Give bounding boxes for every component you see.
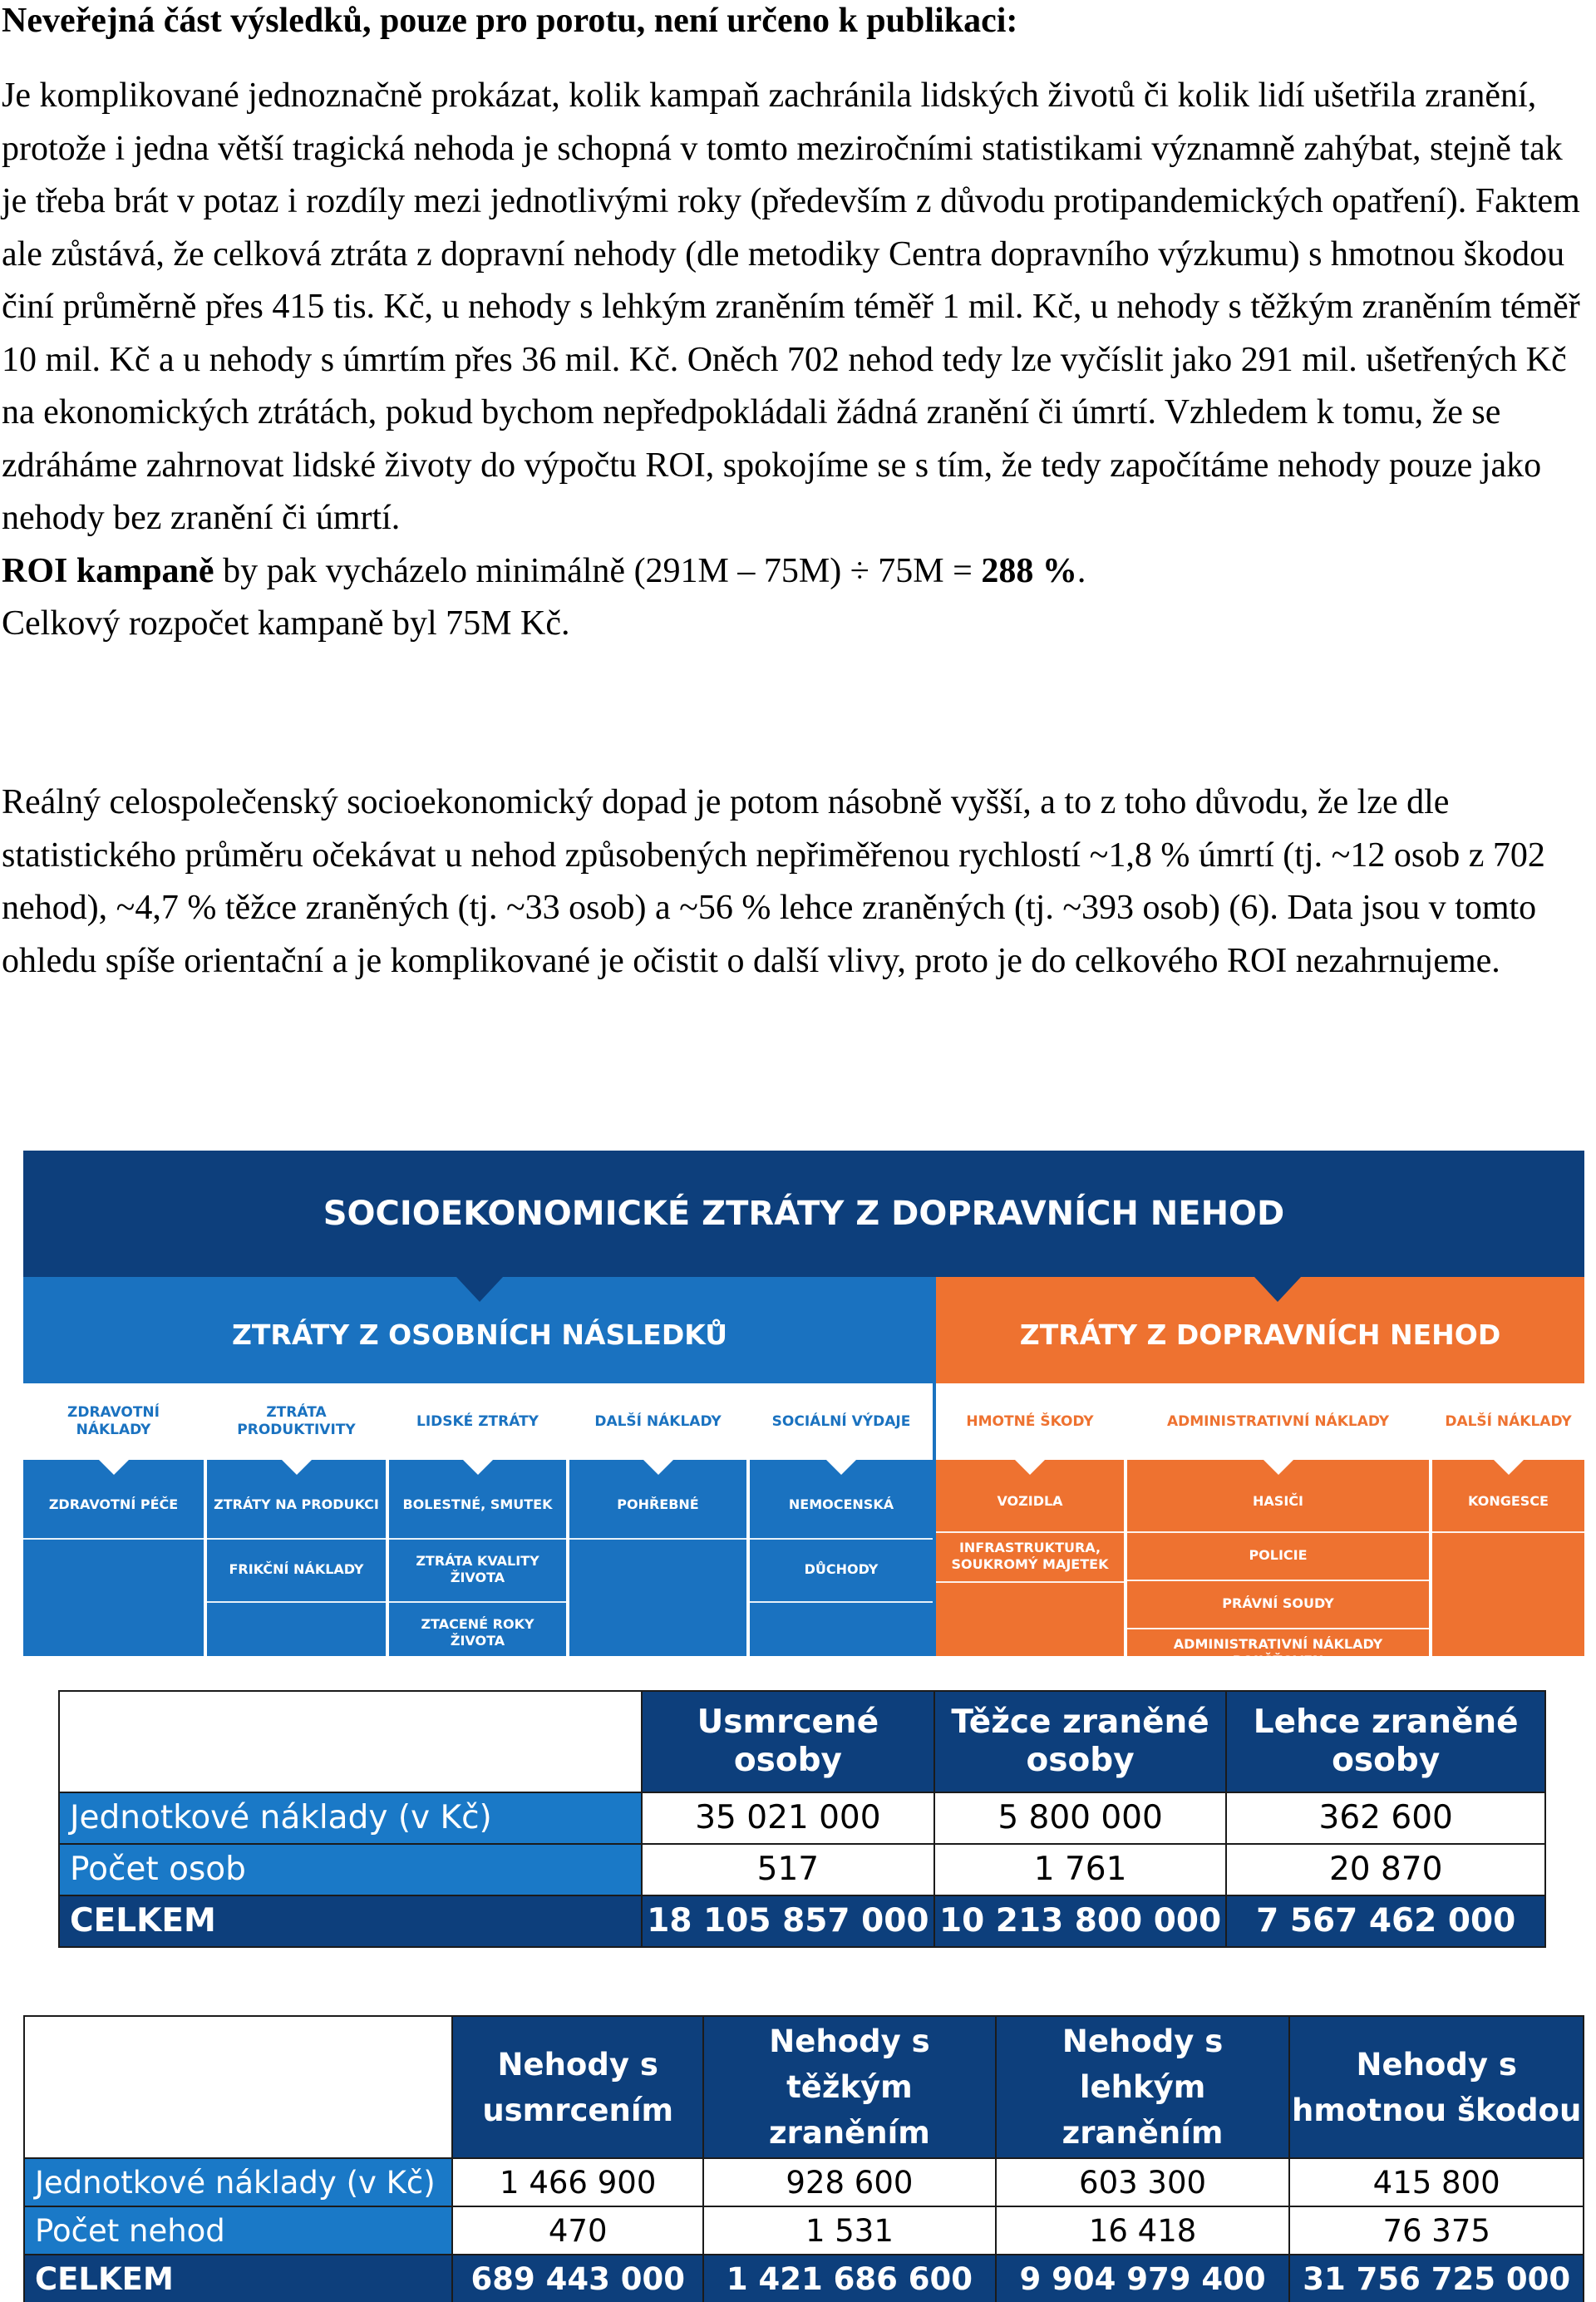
group-personal-title: ZTRÁTY Z OSOBNÍCH NÁSLEDKŮ (231, 1318, 728, 1351)
diagram-column (569, 1383, 746, 1656)
budget-line: Celkový rozpočet kampaně byl 75M Kč. (2, 604, 570, 643)
roi-label: ROI kampaně (2, 551, 214, 590)
diagram-item: ZTRÁTA KVALITY ŽIVOTA (416, 1553, 539, 1585)
table-header-cell: Usmrcené osoby (642, 1691, 934, 1792)
diagram-column (1127, 1383, 1429, 1669)
diagram-column-head: SOCIÁLNÍ VÝDAJE (750, 1383, 933, 1460)
table-total-row (59, 1895, 1545, 1947)
banner-pointer-right (1254, 1277, 1301, 1302)
banner-pointer-left (456, 1277, 503, 1302)
diagram-item: ZDRAVOTNÍ PÉČE (48, 1496, 179, 1512)
row-label: CELKEM (59, 1895, 642, 1947)
diagram-item: DŮCHODY (804, 1561, 879, 1577)
diagram-item: BOLESTNÉ, SMUTEK (402, 1496, 553, 1512)
table-header-cell: Nehody s hmotnou škodou (1289, 2016, 1584, 2158)
roi-line (2, 545, 1594, 599)
diagram-item-divider (1432, 1531, 1584, 1533)
group-traffic-losses (936, 1277, 1584, 1669)
diagram-item: PRÁVNÍ SOUDY (1222, 1595, 1334, 1611)
table-cell: 362 600 (1226, 1792, 1545, 1844)
diagram-column (23, 1383, 204, 1656)
table-cell: 10 213 800 000 (934, 1895, 1227, 1947)
paragraph-roi (2, 70, 1594, 651)
row-label: Počet nehod (24, 2206, 452, 2255)
table-row (24, 2158, 1584, 2206)
table-cell: 689 443 000 (452, 2255, 703, 2302)
diagram-item: INFRASTRUKTURA, SOUKROMÝ MAJETEK (951, 1540, 1109, 1572)
diagram-title: SOCIOEKONOMICKÉ ZTRÁTY Z DOPRAVNÍCH NEHOD (23, 1151, 1584, 1277)
table-cell: 1 466 900 (452, 2158, 703, 2206)
row-label: Počet osob (59, 1844, 642, 1895)
table-total-row (24, 2255, 1584, 2302)
diagram-item-divider (569, 1538, 746, 1540)
row-label: Jednotkové náklady (v Kč) (24, 2158, 452, 2206)
table-cell: 7 567 462 000 (1226, 1895, 1545, 1947)
diagram-item: HASIČI (1253, 1493, 1303, 1509)
section-heading: Neveřejná část výsledků, pouze pro porotu, není určeno k publikaci: (2, 2, 1018, 40)
diagram-item: ADMINISTRATIVNÍ NÁKLADY POJIŠŤOVEN (1173, 1636, 1383, 1669)
group-traffic-title: ZTRÁTY Z DOPRAVNÍCH NEHOD (1019, 1318, 1501, 1351)
diagram-column-head: DALŠÍ NÁKLADY (1432, 1383, 1584, 1460)
diagram-item: VOZIDLA (997, 1493, 1063, 1509)
diagram-item-divider (1127, 1678, 1429, 1679)
diagram-column-head: DALŠÍ NÁKLADY (569, 1383, 746, 1460)
diagram-column (207, 1383, 386, 1656)
diagram-item: KONGESCE (1468, 1493, 1549, 1509)
diagram-item-divider (750, 1601, 933, 1603)
table-cell: 76 375 (1289, 2206, 1584, 2255)
diagram-item: NEMOCENSKÁ (788, 1496, 894, 1512)
diagram-item: ZTACENÉ ROKY ŽIVOTA (421, 1616, 534, 1649)
table-cell: 415 800 (1289, 2158, 1584, 2206)
table-row (59, 1844, 1545, 1895)
diagram-item: ZTRÁTY NA PRODUKCI (214, 1496, 379, 1512)
diagram-item-divider (389, 1664, 566, 1666)
table-cell: 1 531 (703, 2206, 996, 2255)
table-corner (24, 2016, 452, 2158)
table-row (59, 1792, 1545, 1844)
diagram-item-divider (23, 1538, 204, 1540)
diagram-column (389, 1383, 566, 1656)
diagram-column-head: LIDSKÉ ZTRÁTY (389, 1383, 566, 1460)
table-cell: 9 904 979 400 (996, 2255, 1290, 2302)
table-cell: 35 021 000 (642, 1792, 934, 1844)
table-cell: 1 761 (934, 1844, 1227, 1895)
table-header-cell: Nehody s usmrcením (452, 2016, 703, 2158)
table-cell: 16 418 (996, 2206, 1290, 2255)
accidents-cost-table (23, 2015, 1584, 2302)
table-header-cell: Lehce zraněné osoby (1226, 1691, 1545, 1792)
diagram-column (1432, 1383, 1584, 1656)
table-header-row (24, 2016, 1584, 2158)
diagram-column (936, 1383, 1124, 1656)
table-cell: 5 800 000 (934, 1792, 1227, 1844)
diagram-column-head: HMOTNÉ ŠKODY (936, 1383, 1124, 1460)
diagram-column-head: ZDRAVOTNÍ NÁKLADY (23, 1383, 204, 1460)
table-cell: 18 105 857 000 (642, 1895, 934, 1947)
table-header-row (59, 1691, 1545, 1792)
diagram-item: POHŘEBNÉ (617, 1496, 699, 1512)
table-cell: 20 870 (1226, 1844, 1545, 1895)
roi-end: . (1076, 551, 1086, 590)
persons-cost-table (58, 1690, 1546, 1948)
diagram-item: FRIKČNÍ NÁKLADY (229, 1561, 364, 1577)
paragraph-impact: Reálný celospolečenský socioekonomický dopad je potom násobně vyšší, a to z toho důvodu, že lze dle statistického průměru očekávat u nehod způsobených nepřiměřenou rychlostí ~1,8 % úmrtí (tj. ~12 osob z 702 nehod), ~4,7 % těžce zraněných (tj. ~33 osob) a ~56 % lehce zraněných (tj. ~393 osob) (6). Data jsou v tomto ohledu spíše orientační a je komplikované je očistit o další vlivy, proto je do celkového ROI nezahrnujeme. (2, 783, 1545, 980)
table-cell: 928 600 (703, 2158, 996, 2206)
table-row (24, 2206, 1584, 2255)
table-corner (59, 1691, 642, 1792)
socioeconomic-losses-diagram (23, 1151, 1584, 1669)
table-cell: 603 300 (996, 2158, 1290, 2206)
diagram-column (750, 1383, 933, 1656)
row-label: Jednotkové náklady (v Kč) (59, 1792, 642, 1844)
diagram-item-divider (207, 1601, 386, 1603)
diagram-item: POLICIE (1249, 1547, 1308, 1563)
diagram-column-head: ADMINISTRATIVNÍ NÁKLADY (1127, 1383, 1429, 1460)
table-cell: 1 421 686 600 (703, 2255, 996, 2302)
diagram-item-divider (936, 1581, 1124, 1583)
roi-value: 288 % (981, 551, 1077, 590)
roi-formula: by pak vycházelo minimálně (291M – 75M) ÷ 75M = (214, 551, 982, 590)
paragraph-roi-body: Je komplikované jednoznačně prokázat, kolik kampaň zachránila lidských životů či kolik lidí ušetřila zranění, protože i jedna větší tragická nehoda je schopná v tomto meziročními statistikami významně zahýbat, stejně tak je třeba brát v potaz i rozdíly mezi jednotlivými roky (především z důvodu protipandemických opatření). Faktem ale zůstává, že celková ztráta z dopravní nehody (dle metodiky Centra dopravního výzkumu) s hmotnou škodou činí průměrně přes 415 tis. Kč, u nehody s lehkým zraněním téměř 1 mil. Kč, u nehody s těžkým zraněním téměř 10 mil. Kč a u nehody s úmrtím přes 36 mil. Kč. Oněch 702 nehod tedy lze vyčíslit jako 291 mil. ušetřených Kč na ekonomických ztrátách, pokud bychom nepředpokládali žádná zranění či úmrtí. Vzhledem k tomu, že se zdráháme zahrnovat lidské životy do výpočtu ROI, spokojíme se s tím, že tedy započítáme nehody pouze jako nehody bez zranění či úmrtí. (2, 76, 1580, 537)
table-cell: 470 (452, 2206, 703, 2255)
table-header-cell: Nehody s lehkým zraněním (996, 2016, 1290, 2158)
diagram-column-head: ZTRÁTA PRODUKTIVITY (207, 1383, 386, 1460)
table-cell: 31 756 725 000 (1289, 2255, 1584, 2302)
row-label: CELKEM (24, 2255, 452, 2302)
table-header-cell: Nehody s těžkým zraněním (703, 2016, 996, 2158)
group-personal-losses (23, 1277, 936, 1656)
table-header-cell: Těžce zraněné osoby (934, 1691, 1227, 1792)
table-cell: 517 (642, 1844, 934, 1895)
